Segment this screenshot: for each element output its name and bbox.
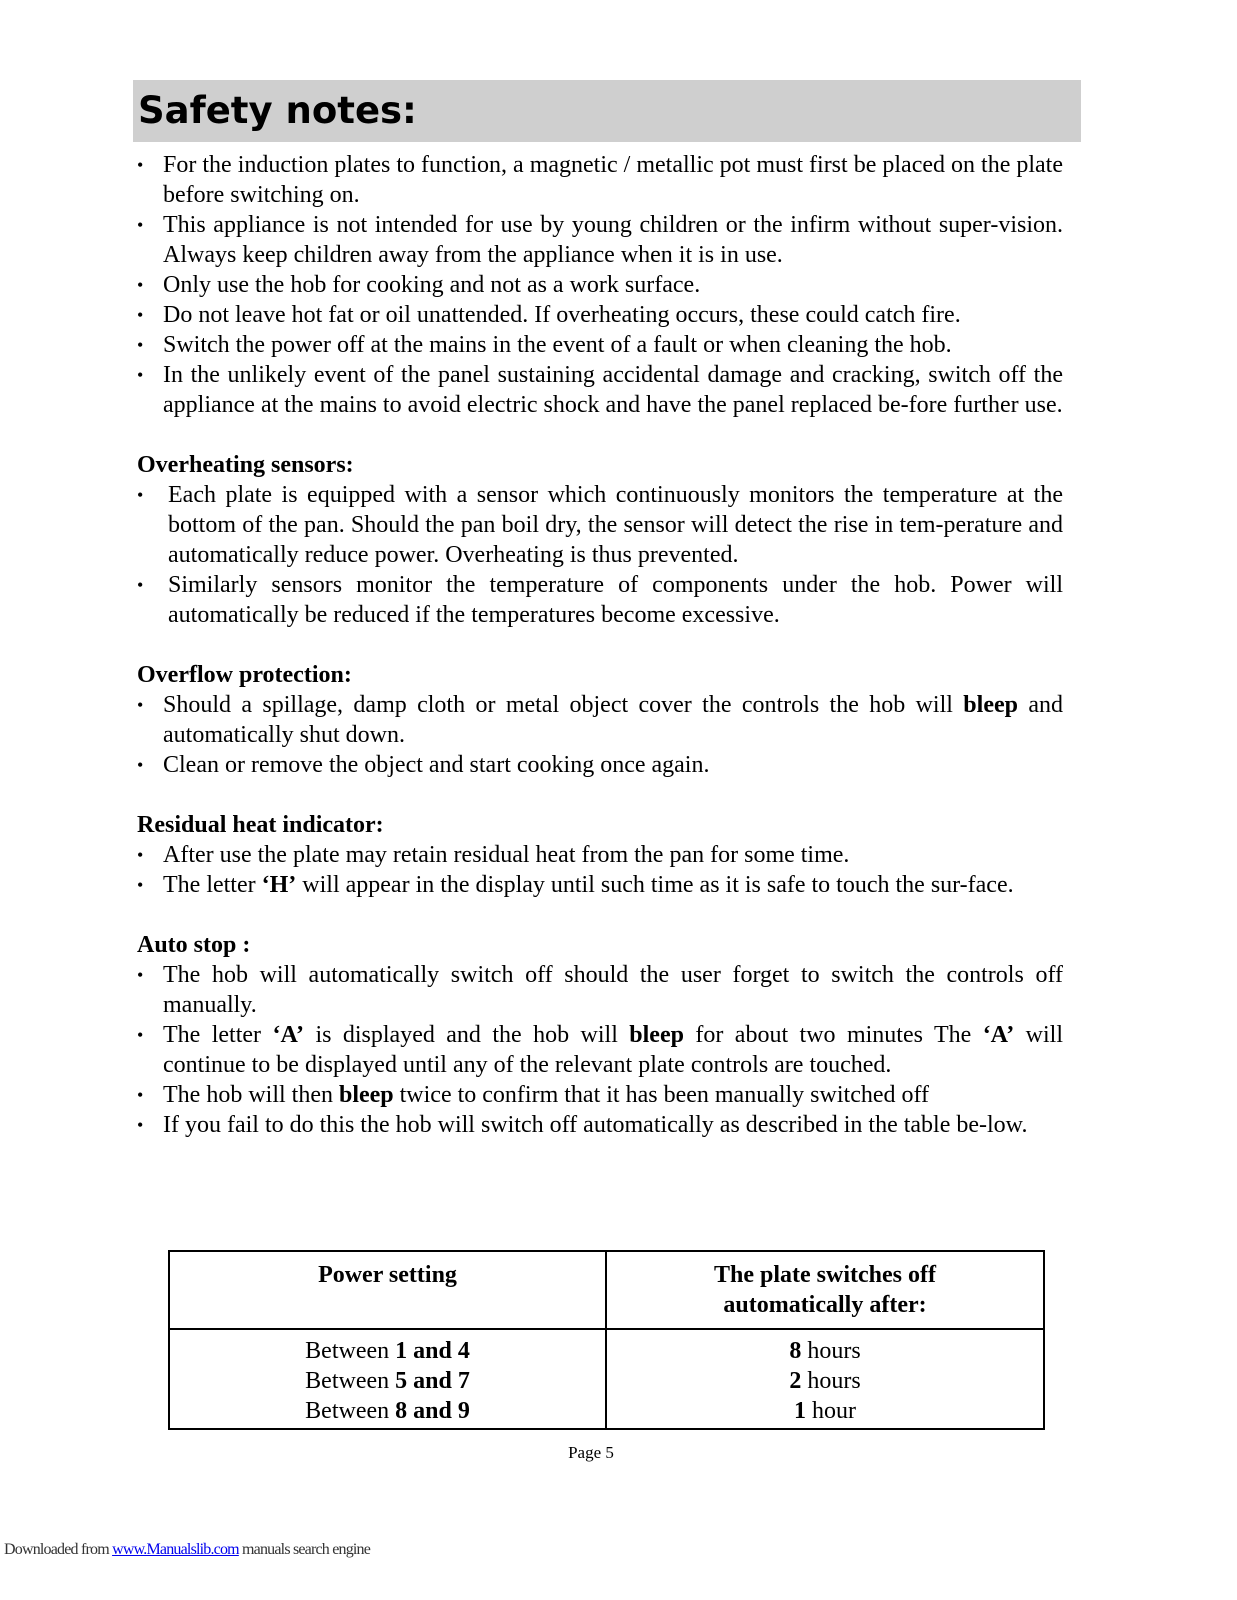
text: for about two minutes The <box>683 1022 983 1048</box>
power-value <box>171 1366 604 1396</box>
text: Between <box>305 1398 396 1424</box>
text: and automatically shut down. <box>163 692 1063 748</box>
auto-stop-table <box>168 1250 1045 1430</box>
text: The letter <box>163 872 262 898</box>
overheating-heading: Overheating sensors: <box>137 452 354 478</box>
page-title: Safety notes: <box>138 89 417 132</box>
list-item: • For the induction plates to function, a magnetic / metallic pot must first be placed on the plate before switching on. <box>137 150 1063 210</box>
footer-prefix: Downloaded from <box>4 1541 113 1558</box>
list-item: • Similarly sensors monitor the temperature of components under the hob. Power will automatically be reduced if the temperatures become excessive. <box>137 570 1063 630</box>
list-item: • Only use the hob for cooking and not as a work surface. <box>137 270 1063 300</box>
list-item: • Each plate is equipped with a sensor which continuously monitors the temperature at the bottom of the pan. Should the pan boil dry, the sensor will detect the rise in tem-perature and automatically reduce power. Overheating is thus prevented. <box>137 480 1063 570</box>
title-bar <box>133 80 1081 142</box>
download-footer <box>4 1541 370 1559</box>
text: will continue to be displayed until any of the relevant plate controls are touched. <box>163 1022 1063 1078</box>
bold-text: bleep <box>963 692 1018 718</box>
bold-text: 1 and 4 <box>395 1338 470 1364</box>
text: twice to confirm that it has been manually switched off <box>393 1082 930 1108</box>
list-item <box>137 1080 1063 1110</box>
intro-list <box>137 150 1063 420</box>
bold-text: ‘A’ <box>982 1022 1015 1048</box>
residual-list <box>137 840 1063 900</box>
list-item: • This appliance is not intended for use by young children or the infirm without super-vision. Always keep children away from the appliance when it is in use. <box>137 210 1063 270</box>
page-number: Page 5 <box>568 1443 614 1462</box>
text: is displayed and the hob will <box>304 1022 630 1048</box>
manualslib-link[interactable]: www.Manualslib.com <box>112 1541 239 1558</box>
power-cell <box>169 1329 606 1429</box>
overflow-heading: Overflow protection: <box>137 662 352 688</box>
content <box>137 150 1063 1140</box>
duration-value <box>608 1366 1042 1396</box>
overflow-list <box>137 690 1063 780</box>
text: hours <box>801 1368 861 1394</box>
autostop-heading: Auto stop : <box>137 932 251 958</box>
power-value <box>171 1396 604 1426</box>
list-item <box>137 1020 1063 1080</box>
list-item: • Do not leave hot fat or oil unattended. If overheating occurs, these could catch fire. <box>137 300 1063 330</box>
bold-text: 8 <box>789 1338 802 1364</box>
bold-text: 5 and 7 <box>395 1368 470 1394</box>
bold-text: 1 <box>794 1398 806 1424</box>
header-switch-off <box>606 1251 1044 1329</box>
residual-heading: Residual heat indicator: <box>137 812 384 838</box>
list-item: • In the unlikely event of the panel sustaining accidental damage and cracking, switch off the appliance at the mains to avoid electric shock and have the panel replaced be-fore further use. <box>137 360 1063 420</box>
footer-suffix: manuals search engine <box>238 1541 371 1558</box>
overheating-list <box>137 480 1063 630</box>
header-line: automatically after: <box>723 1292 927 1318</box>
list-item <box>137 690 1063 750</box>
list-item: • The hob will automatically switch off should the user forget to switch the controls off manually. <box>137 960 1063 1020</box>
list-item: • Switch the power off at the mains in the event of a fault or when cleaning the hob. <box>137 330 1063 360</box>
table-header-row <box>169 1251 1044 1329</box>
bold-text: bleep <box>629 1022 684 1048</box>
header-line: The plate switches off <box>714 1262 936 1288</box>
text: The hob will then <box>163 1082 339 1108</box>
bold-text: ‘A’ <box>272 1022 305 1048</box>
text: Between <box>305 1368 396 1394</box>
text: Between <box>305 1338 396 1364</box>
text: hour <box>806 1398 856 1424</box>
table-row <box>169 1329 1044 1429</box>
bold-text: ‘H’ <box>261 872 297 898</box>
autostop-list <box>137 960 1063 1140</box>
text: Should a spillage, damp cloth or metal object cover the controls the hob will <box>163 692 964 718</box>
bold-text: 8 and 9 <box>395 1398 470 1424</box>
text: hours <box>801 1338 861 1364</box>
power-value <box>171 1336 604 1366</box>
text: will appear in the display until such time as it is safe to touch the sur-face. <box>296 872 1014 898</box>
text: The letter <box>163 1022 273 1048</box>
bold-text: 2 <box>789 1368 802 1394</box>
list-item <box>137 870 1063 900</box>
duration-value <box>608 1336 1042 1366</box>
header-power-setting: Power setting <box>169 1251 606 1329</box>
duration-cell <box>606 1329 1044 1429</box>
list-item: • Clean or remove the object and start cooking once again. <box>137 750 1063 780</box>
list-item: • If you fail to do this the hob will switch off automatically as described in the table be-low. <box>137 1110 1063 1140</box>
bold-text: bleep <box>338 1082 394 1108</box>
duration-value <box>608 1396 1042 1426</box>
list-item: • After use the plate may retain residual heat from the pan for some time. <box>137 840 1063 870</box>
